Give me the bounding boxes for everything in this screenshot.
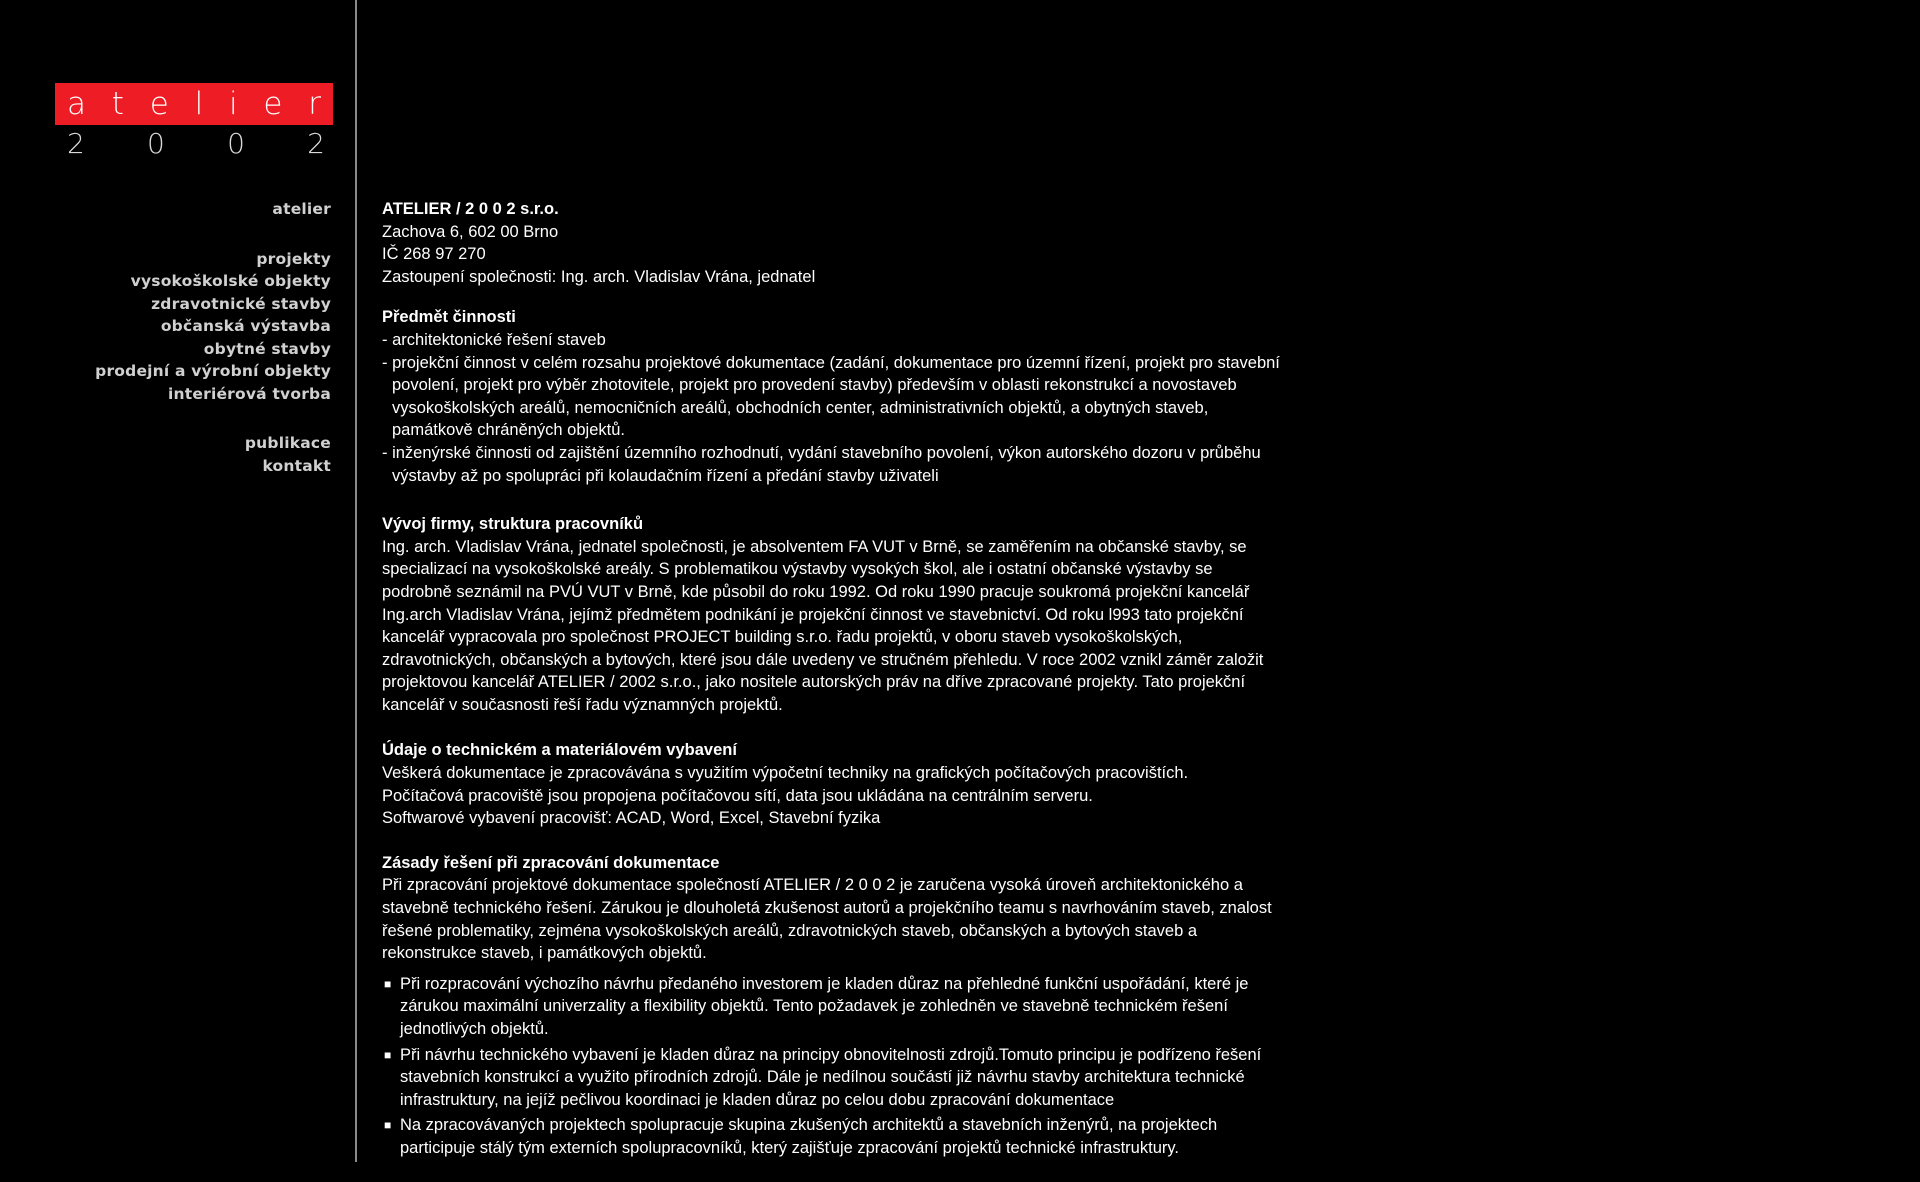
activity-item: - inženýrské činnosti od zajištění územního rozhodnutí, vydání stavebního povolení, výkon autorského dozoru v průběhu výstavby až po spolupráci při kolaudačním řízení a předání stavby uživateli	[382, 443, 1261, 485]
bullet-text: Na zpracovávaných projektech spolupracuje skupina zkušených architektů a stavebních inženýrů, na projektech participuje stálý tým externích spolupracovníků, který zajišťuje zpracování projektů technické infrastruktury.	[400, 1116, 1218, 1157]
bullet-text: Při rozpracování výchozího návrhu předaného investorem je kladen důraz na přehledné funkční uspořádání, které je zárukou maximální univerzality a flexibility objektů. Tento požadavek je zohledněn ve stavebně technickém řešení jednotlivých objektů.	[400, 974, 1249, 1038]
nav-interierova-tvorba[interactable]: interiérová tvorba	[168, 384, 331, 403]
logo-letter: r	[308, 86, 321, 122]
equipment-line: Softwarové vybavení pracovišť: ACAD, Word, Excel, Stavební fyzika	[382, 809, 881, 828]
logo-letter: a	[67, 86, 86, 122]
activity-section	[382, 306, 1282, 487]
company-name: ATELIER / 2 0 0 2 s.r.o.	[382, 200, 559, 218]
nav-vysokoskolske-objekty[interactable]: vysokoškolské objekty	[130, 272, 331, 290]
logo-letter: t	[111, 86, 124, 122]
principles-text: Při zpracování projektové dokumentace společností ATELIER / 2 0 0 2 je zaručena vysoká úroveň architektonického a stavebně technického řešení. Zárukou je dlouholetá zkušenost autorů a projekčního teamu s navrhováním staveb, znalost řešené problematiky, zejména vysokoškolských areálů, zdravotnických staveb, občanských a bytových staveb a rekonstrukce staveb, i památkových objektů.	[382, 876, 1272, 963]
principles-section	[382, 852, 1282, 1160]
activity-item: - architektonické řešení staveb	[382, 330, 606, 349]
logo-letter: i	[228, 86, 238, 122]
bullet-text: Při návrhu technického vybavení je kladen důraz na principy obnovitelnosti zdrojů.Tomuto principu je podřízeno řešení stavebních konstrukcí a využito přírodních zdrojů. Dále je nedílnou součástí již návrhu stavby architektura technické infrastruktury, na jejíž pečlivou koordinaci je kladen důraz po celou dobu zpracování dokumentace	[400, 1045, 1262, 1109]
activity-heading: Předmět činnosti	[382, 308, 516, 327]
nav-publikace[interactable]: publikace	[244, 434, 331, 452]
logo-letter: l	[194, 86, 204, 122]
atelier-logo[interactable]	[55, 83, 333, 161]
main-nav	[95, 198, 331, 477]
nav-projekty[interactable]: projekty	[256, 249, 331, 268]
logo-digit: 0	[147, 126, 165, 160]
company-ic: IČ 268 97 270	[382, 245, 486, 264]
company-info	[382, 198, 1282, 288]
principles-list	[382, 973, 1282, 1160]
history-text: Ing. arch. Vladislav Vrána, jednatel společnosti, je absolventem FA VUT v Brně, se zaměřením na občanské stavby, se specializací na vysokoškolské areály. S problematikou výstavby vysokých škol, ale i ostatní občanské výstavby se podrobně seznámil na PVÚ VUT v Brně, kde působil do roku 1992. Od roku 1990 pracuje soukromá projekční kancelář Ing.arch Vladislav Vrána, jejímž předmětem podnikání je projekční činnost ve stavebnictví. Od roku l993 tato projekční kancelář vypracovala pro společnost PROJECT building s.r.o. řadu projektů, v oboru staveb vysokoškolských, zdravotnických, občanských a bytových, které jsou dále uvedeny ve stručném přehledu. V roce 2002 vznikl záměr založit projektovou kancelář ATELIER / 2002 s.r.o., jako nositele autorských práv na dříve zpracované projekty. Tato projekční kancelář v současnosti řeší řadu významných projektů.	[382, 537, 1264, 714]
nav-obcanska-vystavba[interactable]: občanská výstavba	[160, 317, 331, 335]
nav-obytne-stavby[interactable]: obytné stavby	[203, 339, 331, 358]
bullet-icon: ■	[384, 1118, 392, 1133]
nav-gap	[95, 221, 331, 248]
history-section	[382, 513, 1282, 716]
logo-digit: 2	[67, 126, 85, 160]
logo-digit: 0	[227, 126, 245, 160]
company-representative: Zastoupení společnosti: Ing. arch. Vladislav Vrána, jednatel	[382, 267, 816, 286]
equipment-line: Veškerá dokumentace je zpracovávána s využitím výpočetní techniky na grafických počítačových pracovištích.	[382, 764, 1189, 783]
logo-letter: e	[263, 86, 283, 122]
bullet-icon: ■	[384, 1047, 392, 1062]
logo-bottom-digits	[55, 125, 333, 161]
logo-letter: e	[149, 86, 169, 122]
nav-atelier[interactable]: atelier	[272, 200, 331, 218]
nav-kontakt[interactable]: kontakt	[262, 456, 331, 475]
nav-zdravotnicke-stavby[interactable]: zdravotnické stavby	[151, 294, 331, 313]
nav-prodejni-a-vyrobni-objekty[interactable]: prodejní a výrobní objekty	[95, 362, 331, 380]
sidebar	[0, 0, 357, 1162]
equipment-section	[382, 739, 1282, 829]
main-content	[382, 198, 1282, 1182]
activity-item: - projekční činnost v celém rozsahu projektové dokumentace (zadání, dokumentace pro územní řízení, projekt pro stavební povolení, projekt pro výběr zhotovitele, projekt pro provedení stavby) především v oblasti rekonstrukcí a novostaveb vysokoškolských areálů, nemocničních areálů, obchodních center, administrativních objektů, a obytných staveb, památkově chráněných objektů.	[382, 353, 1280, 440]
principles-heading: Zásady řešení při zpracování dokumentace	[382, 853, 720, 872]
equipment-line: Počítačová pracoviště jsou propojena počítačovou sítí, data jsou ukládána na centrálním serveru.	[382, 786, 1093, 805]
nav-gap	[95, 405, 331, 432]
bullet-icon: ■	[384, 976, 392, 991]
list-item	[384, 1114, 1282, 1159]
history-heading: Vývoj firmy, struktura pracovníků	[382, 515, 644, 534]
equipment-heading: Údaje o technickém a materiálovém vybavení	[382, 741, 737, 760]
company-address: Zachova 6, 602 00 Brno	[382, 222, 559, 241]
logo-top-bar	[55, 83, 333, 125]
list-item	[384, 1044, 1282, 1112]
list-item	[384, 973, 1282, 1041]
logo-digit: 2	[307, 126, 325, 160]
